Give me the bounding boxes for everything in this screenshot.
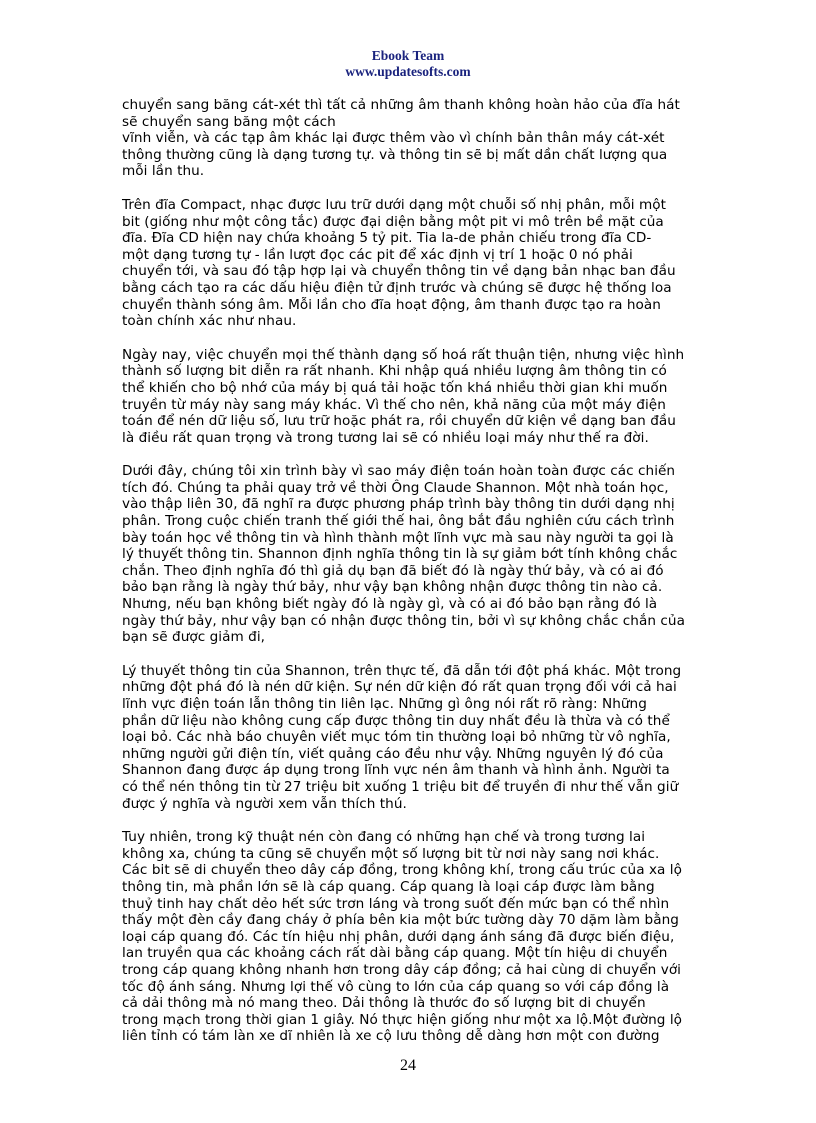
text-line: Shannon đang được áp dụng trong lĩnh vực nén âm thanh và hình ảnh. Người ta [122,762,670,779]
text-line: loại bỏ. Các nhà báo chuyên viết mục tóm tin thường loại bỏ những từ vô nghĩa, [122,729,671,746]
header-team: Ebook Team [371,48,445,63]
text-line: Trên đĩa Compact, nhạc được lưu trữ dưới dạng một chuỗi số nhị phân, mỗi một [122,196,667,213]
text-line: truyền từ máy này sang máy khác. Vì thế cho nên, khả năng của một máy điện [122,396,666,413]
text-line: những đột phá đó là nén dữ kiện. Sự nén dữ kiện đó rất quan trọng đối với cả hai [122,679,677,696]
text-line: toàn chính xác như nhau. [122,313,297,330]
text-line: bit (giống như một công tắc) được đại diện bằng một pit vi mô trên bề mặt của [122,213,664,230]
text-line: vào thập liên 30, đã nghĩ ra được phương pháp trình bày thông tin dưới dạng nhị [122,496,675,513]
text-line: thuỷ tinh hay chất dẻo hết sức trơn láng và trong suốt đến mức bạn có thể nhìn [122,895,670,912]
text-line: tích đó. Chúng ta phải quay trở về thời Ông Claude Shannon. Một nhà toán học, [122,479,669,496]
text-line: Dưới đây, chúng tôi xin trình bày vì sao máy điện toán hoàn toàn được các chiến [122,463,676,480]
text-line: loại cáp quang đó. Các tín hiệu nhị phân, dưới dạng ánh sáng đã được biến điệu, [122,928,675,945]
text-line: những người gửi điện tín, viết quảng cáo đều như vậy. Những nguyên lý đó của [122,745,664,762]
text-line: có thể nén thông tin từ 27 triệu bit xuống 1 triệu bit để truyền đi như thế vẫn giữ [122,778,679,795]
text-line: trong mạch trong thời gian 1 giây. Nó thực hiện giống như một xa lộ.Một đường lộ [122,1011,683,1028]
body-text [122,97,702,1062]
paragraph [122,347,702,447]
text-line: lan truyền qua các khoảng cách rất dài bằng cáp quang. Một tín hiệu di chuyển [122,945,668,962]
text-line: mỗi lần thu. [122,163,205,180]
text-line: bảo bạn rằng là ngày thứ bảy, như vậy bạn không nhận được thông tin nào cả. [122,579,663,596]
text-line: bày toán học về thông tin và hình thành một lĩnh vực mà sau này người ta gọi là [122,529,674,546]
page-header [0,48,816,80]
header-url: www.updatesofts.com [345,64,471,79]
paragraph [122,197,702,330]
text-line: tốc độ ánh sáng. Nhưng lợi thế vô cùng to lớn của cáp quang so với cáp đồng là [122,978,670,995]
paragraph [122,463,702,646]
text-line: toán để nén dữ liệu số, lưu trữ hoặc phát ra, rồi chuyển dữ kiện về dạng ban đầu [122,413,676,430]
text-line: phần dữ liệu nào không cung cấp được thông tin duy nhất đều là thừa và có thể [122,712,670,729]
text-line: sẽ chuyển sang băng một cách [122,113,336,130]
text-line: lý thuyết thông tin. Shannon định nghĩa thông tin là sự giảm bớt tính không chắc [122,546,678,563]
text-line: ngày thứ bảy, như vậy bạn có nhận được thông tin, bởi vì sự không chắc chắn của [122,612,685,629]
text-line: Nhưng, nếu bạn không biết ngày đó là ngày gì, và có ai đó bảo bạn rằng đó là [122,596,658,613]
text-line: vĩnh viễn, và các tạp âm khác lại được thêm vào vì chính bản thân máy cát-xét [122,130,665,147]
text-line: Lý thuyết thông tin của Shannon, trên thực tế, đã dẫn tới đột phá khác. Một trong [122,662,682,679]
text-line: một dạng tương tự - lần lượt đọc các pit để xác định vị trí 1 hoặc 0 nó phải [122,246,633,263]
text-line: thấy một đèn cầy đang cháy ở phía bên kia một bức tường dày 70 dặm làm bằng [122,912,679,929]
paragraph [122,97,702,180]
page-number: 24 [400,1057,416,1074]
text-line: lĩnh vực điện toán lẫn thông tin liên lạc. Những gì ông nói rất rõ ràng: Những [122,696,647,712]
text-line: Các bit sẽ di chuyển theo dây cáp đồng, trong không khí, trong cấu trúc của xa lộ [122,862,683,879]
text-line: phân. Trong cuộc chiến tranh thế giới thế hai, ông bắt đầu nghiên cứu cách trình [122,513,675,530]
text-line: thành số lượng bit diễn ra rất nhanh. Khi nhập quá nhiều lượng âm thông tin có [122,363,667,380]
text-line: không xa, chúng ta cũng sẽ chuyển một số lượng bit từ nơi này sang nơi khác. [122,845,660,862]
text-line: thông thường cũng là dạng tương tự. và thông tin sẽ bị mất dần chất lượng qua [122,146,668,163]
paragraph [122,663,702,812]
paragraph [122,829,702,1045]
text-line: thông tin, mà phần lớn sẽ là cáp quang. Cáp quang là loại cáp được làm bằng [122,878,655,895]
text-line: chắn. Theo định nghĩa đó thì giả dụ bạn đã biết đó là ngày thứ bảy, và có ai đó [122,562,664,579]
text-line: được ý nghĩa và người xem vẫn thích thú. [122,795,407,812]
text-line: chuyển sang băng cát-xét thì tất cả những âm thanh không hoàn hảo của đĩa hát [122,97,680,113]
text-line: Tuy nhiên, trong kỹ thuật nén còn đang có những hạn chế và trong tương lai [122,829,646,846]
text-line: bằng cách tạo ra các dấu hiệu điện tử định trước và chúng sẽ được hệ thống loa [122,279,672,296]
text-line: liên tỉnh có tám làn xe dĩ nhiên là xe cộ lưu thông dễ dàng hơn một con đường [122,1028,660,1045]
text-line: cả dải thông mà nó mang theo. Dải thông là thước đo số lượng bit di chuyển [122,995,646,1012]
text-line: trong cáp quang không nhanh hơn trong dây cáp đồng; cả hai cùng di chuyển với [122,961,682,978]
text-line: đĩa. Đĩa CD hiện nay chứa khoảng 5 tỷ pit. Tia la-de phản chiếu trong đĩa CD- [122,230,652,247]
text-line: chuyển thành sóng âm. Mỗi lần cho đĩa hoạt động, âm thanh được tạo ra hoàn [122,296,661,313]
text-line: Ngày nay, việc chuyển mọi thế thành dạng số hoá rất thuận tiện, nhưng việc hình [122,346,685,363]
text-line: chuyển tới, và sau đó tập hợp lại và chuyển thông tin về dạng bản nhạc ban đầu [122,263,676,280]
text-line: thể khiến cho bộ nhớ của máy bị quá tải hoặc tốn khá nhiều thời gian khi muốn [122,379,668,396]
text-line: là điều rất quan trọng và trong tương lai sẽ có nhiều loại máy như thế ra đời. [122,429,649,446]
text-line: bạn sẽ được giảm đi, [122,629,266,646]
